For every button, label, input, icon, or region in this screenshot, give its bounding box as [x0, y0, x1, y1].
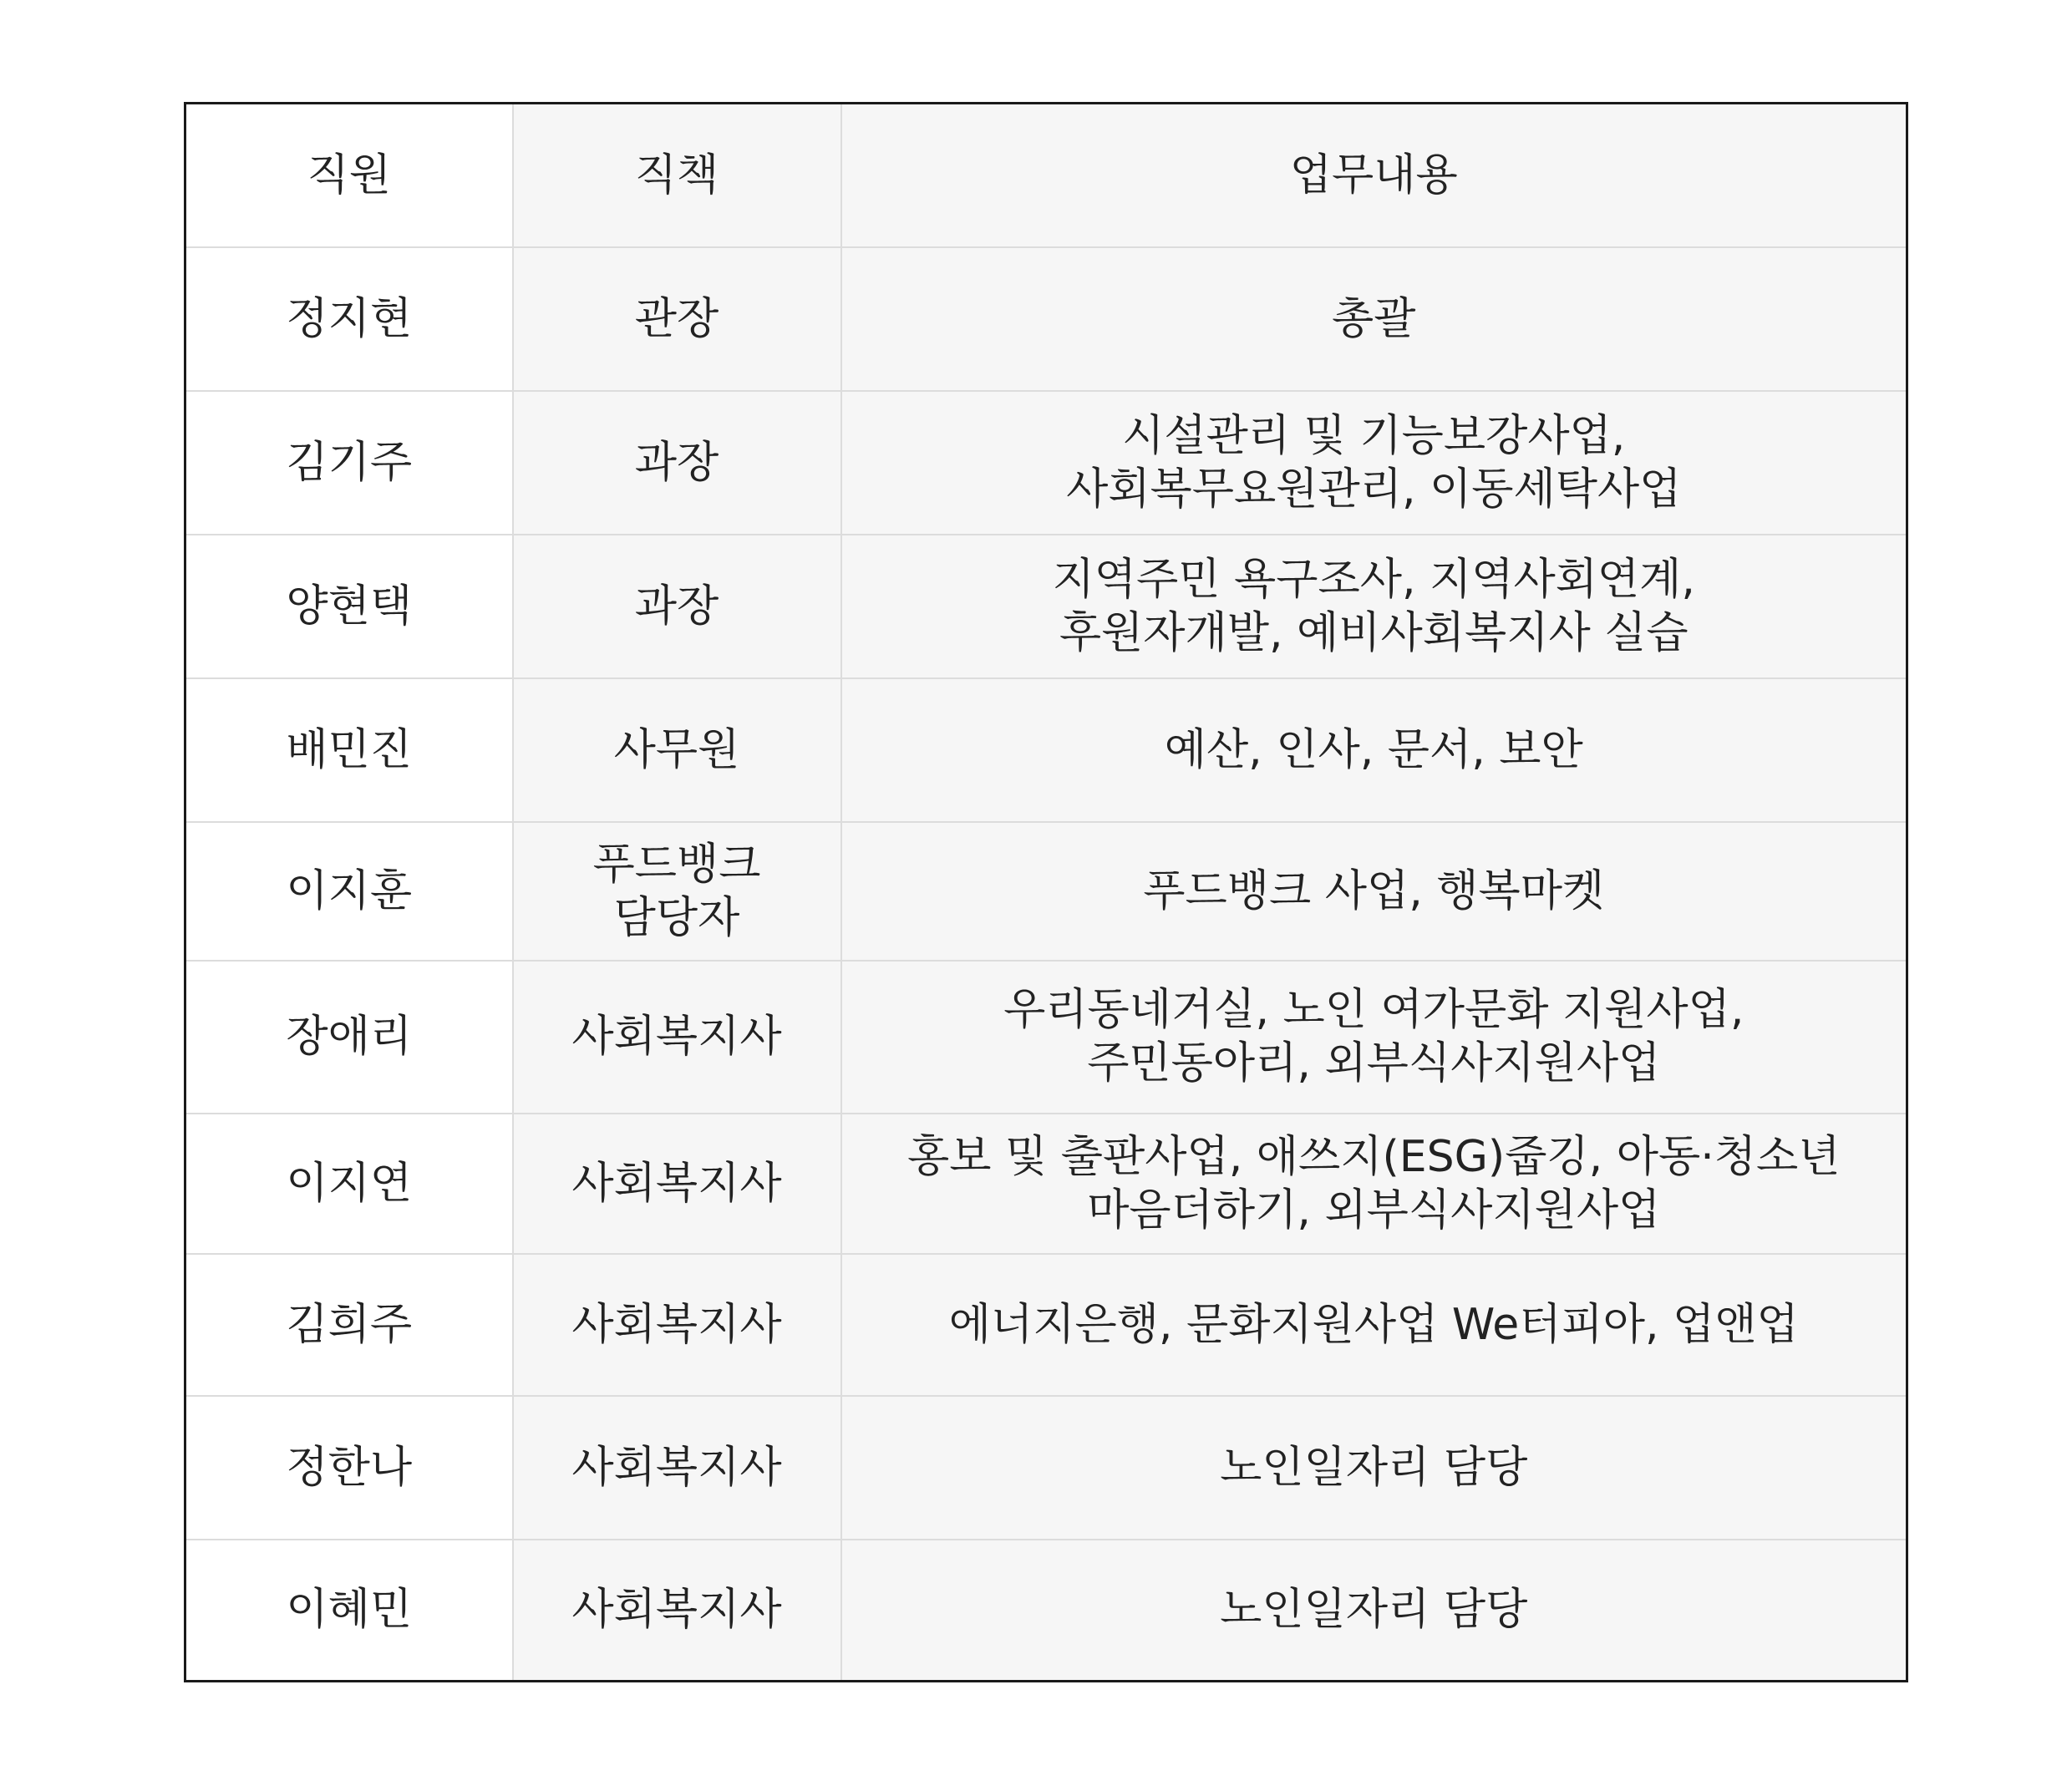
duties-line: 시설관리 및 기능보강사업,	[1122, 410, 1626, 461]
table-row	[185, 391, 1907, 535]
duties-line: 노인일자리 담당	[1220, 1585, 1528, 1636]
staff-name-cell: 정지현	[185, 247, 513, 391]
duties-cell	[841, 1254, 1907, 1396]
duties-line: 총괄	[1332, 293, 1416, 344]
position-cell	[513, 1114, 841, 1254]
duties-line: 우리동네거실, 노인 여가문화 지원사업,	[1003, 985, 1744, 1035]
position-line: 사회복지사	[571, 1012, 782, 1062]
duties-cell	[841, 1114, 1907, 1254]
staff-name-cell: 장애리	[185, 961, 513, 1114]
duties-line: 후원자개발, 예비사회복지사 실습	[1059, 607, 1689, 658]
position-cell	[513, 1540, 841, 1682]
staff-name-cell: 정한나	[185, 1396, 513, 1540]
position-cell	[513, 247, 841, 391]
table-row	[185, 1540, 1907, 1682]
duties-cell	[841, 678, 1907, 822]
position-cell	[513, 961, 841, 1114]
staff-name-cell: 양현택	[185, 535, 513, 678]
table-row	[185, 961, 1907, 1114]
position-line: 관장	[634, 293, 719, 344]
duties-cell	[841, 1396, 1907, 1540]
position-line: 과장	[634, 437, 719, 488]
table-header-row	[185, 104, 1907, 247]
duties-line: 지역주민 욕구조사, 지역사회연계,	[1052, 554, 1695, 605]
position-cell	[513, 1396, 841, 1540]
staff-name-cell: 김희주	[185, 1254, 513, 1396]
position-line: 푸드뱅크	[592, 839, 761, 890]
duties-line: 에너지은행, 문화지원사업 We터피아, 업앤업	[948, 1299, 1799, 1350]
position-line: 담당자	[613, 892, 740, 943]
position-cell	[513, 678, 841, 822]
position-line: 사무원	[613, 724, 740, 775]
position-cell	[513, 535, 841, 678]
header-cell-staff: 직원	[185, 104, 513, 247]
position-line: 사회복지사	[571, 1585, 782, 1636]
position-line: 사회복지사	[571, 1299, 782, 1350]
duties-line: 마음더하기, 외부식사지원사업	[1087, 1185, 1661, 1236]
table-row	[185, 535, 1907, 678]
position-line: 과장	[634, 581, 719, 632]
duties-line: 사회복무요원관리, 이동세탁사업	[1066, 464, 1682, 515]
position-cell	[513, 391, 841, 535]
staff-name-cell: 이지연	[185, 1114, 513, 1254]
duties-cell	[841, 822, 1907, 961]
table-row	[185, 1396, 1907, 1540]
duties-cell	[841, 535, 1907, 678]
duties-cell	[841, 961, 1907, 1114]
table-row	[185, 1254, 1907, 1396]
staff-name-cell: 이혜민	[185, 1540, 513, 1682]
position-line: 사회복지사	[571, 1158, 782, 1209]
position-cell	[513, 1254, 841, 1396]
table-row	[185, 247, 1907, 391]
staff-name-cell: 배민진	[185, 678, 513, 822]
position-line: 사회복지사	[571, 1442, 782, 1493]
header-cell-position: 직책	[513, 104, 841, 247]
header-cell-duties: 업무내용	[841, 104, 1907, 247]
duties-line: 노인일자리 담당	[1220, 1442, 1528, 1493]
table-row	[185, 1114, 1907, 1254]
duties-cell	[841, 1540, 1907, 1682]
position-cell	[513, 822, 841, 961]
table-row	[185, 678, 1907, 822]
staff-name-cell: 이지훈	[185, 822, 513, 961]
table-row	[185, 822, 1907, 961]
duties-cell	[841, 391, 1907, 535]
duties-line: 푸드뱅크 사업, 행복마켓	[1143, 865, 1605, 916]
staff-duty-table	[184, 102, 1908, 1682]
staff-name-cell: 김기주	[185, 391, 513, 535]
duties-line: 예산, 인사, 문서, 보안	[1164, 724, 1583, 775]
duties-line: 주민동아리, 외부식사지원사업	[1087, 1038, 1661, 1088]
duties-cell	[841, 247, 1907, 391]
duties-line: 홍보 및 출판사업, 애쓰지(ESG)줍깅, 아동·청소년	[907, 1131, 1841, 1182]
